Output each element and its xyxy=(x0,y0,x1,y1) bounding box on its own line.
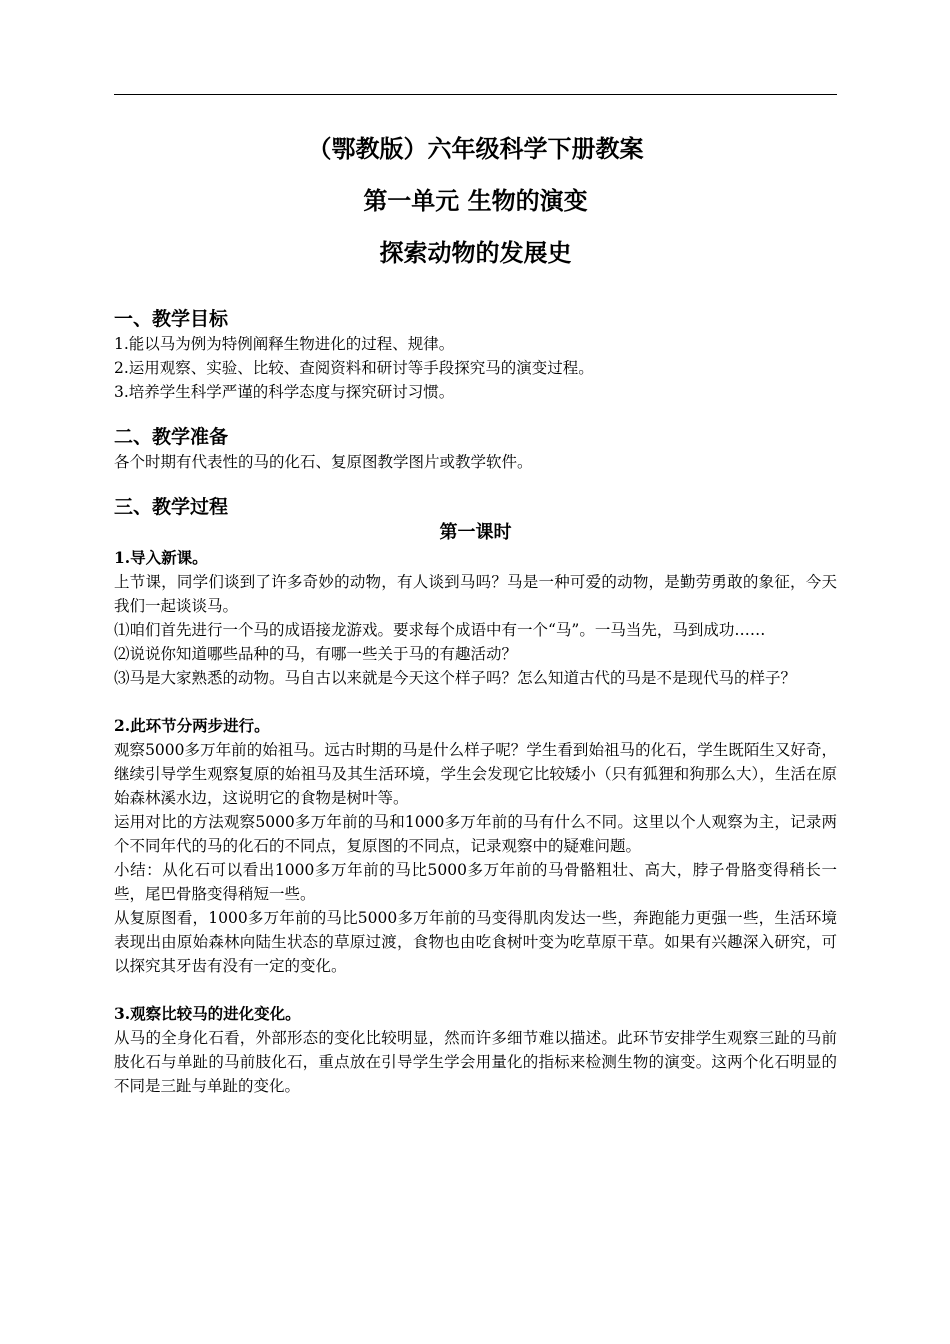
spacer xyxy=(114,690,837,714)
document-title: （鄂教版）六年级科学下册教案 xyxy=(307,135,644,163)
section-heading-preparation: 二、教学准备 xyxy=(114,426,229,448)
lesson-title: 探索动物的发展史 xyxy=(379,239,572,267)
objective-item: 2.运用观察、实验、比较、查阅资料和研讨等手段探究马的演变过程。 xyxy=(114,359,594,377)
preparation-text: 各个时期有代表性的马的化石、复原图教学图片或教学软件。 xyxy=(114,453,533,471)
spacer xyxy=(114,978,837,1002)
step1-paragraph: ⑵说说你知道哪些品种的马，有哪一些关于马的有趣活动？ xyxy=(114,645,518,663)
objective-item: 1.能以马为例为特例阐释生物进化的过程、规律。 xyxy=(114,335,455,353)
step1-paragraph: ⑴咱们首先进行一个马的成语接龙游戏。要求每个成语中有一个“马”。一马当先，马到成功…… xyxy=(114,621,766,639)
step1-paragraph: ⑶马是大家熟悉的动物。马自古以来就是今天这个样子吗？怎么知道古代的马是不是现代马的样子？ xyxy=(114,669,797,687)
unit-title: 第一单元 生物的演变 xyxy=(363,187,588,215)
step3-paragraph: 从马的全身化石看，外部形态的变化比较明显，然而许多细节难以描述。此环节安排学生观察三趾的马前肢化石与单趾的马前肢化石，重点放在引导学生学会用量化的指标来检测生物的演变。这两个化石明显的不同是三趾与单趾的变化。 xyxy=(114,1029,837,1095)
step2-paragraph: 小结：从化石可以看出1000多万年前的马比5000多万年前的马骨骼粗壮、高大，脖子骨胳变得稍长一些，尾巴骨胳变得稍短一些。 xyxy=(114,861,837,903)
step-heading-1: 1.导入新课。 xyxy=(114,548,208,567)
step2-paragraph: 观察5000多万年前的始祖马。远古时期的马是什么样子呢？学生看到始祖马的化石，学生既陌生又好奇，继续引导学生观察复原的始祖马及其生活环境，学生会发现它比较矮小（只有狐狸和狗那么大），生活在原始森林溪水边，这说明它的食物是树叶等。 xyxy=(114,741,837,807)
step2-paragraph: 从复原图看，1000多万年前的马比5000多万年前的马变得肌肉发达一些，奔跑能力更强一些，生活环境表现出由原始森林向陆生状态的草原过渡，食物也由吃食树叶变为吃草原干草。如果有兴趣深入研究，可以探究其牙齿有没有一定的变化。 xyxy=(114,909,837,975)
header-rule xyxy=(114,94,837,95)
step-heading-3: 3.观察比较马的进化变化。 xyxy=(114,1004,301,1023)
step2-paragraph: 运用对比的方法观察5000多万年前的马和1000多万年前的马有什么不同。这里以个人观察为主，记录两个不同年代的马的化石的不同点，复原图的不同点，记录观察中的疑难问题。 xyxy=(114,813,837,855)
step1-paragraph: 上节课，同学们谈到了许多奇妙的动物，有人谈到马吗？马是一种可爱的动物，是勤劳勇敢的象征，今天我们一起谈谈马。 xyxy=(114,573,837,615)
step-heading-2: 2.此环节分两步进行。 xyxy=(114,716,270,735)
section-heading-process: 三、教学过程 xyxy=(114,496,229,518)
lesson-period-title: 第一课时 xyxy=(439,522,512,543)
document-body xyxy=(114,130,837,1098)
objective-item: 3.培养学生科学严谨的科学态度与探究研讨习惯。 xyxy=(114,383,455,401)
section-heading-objectives: 一、教学目标 xyxy=(114,308,229,330)
